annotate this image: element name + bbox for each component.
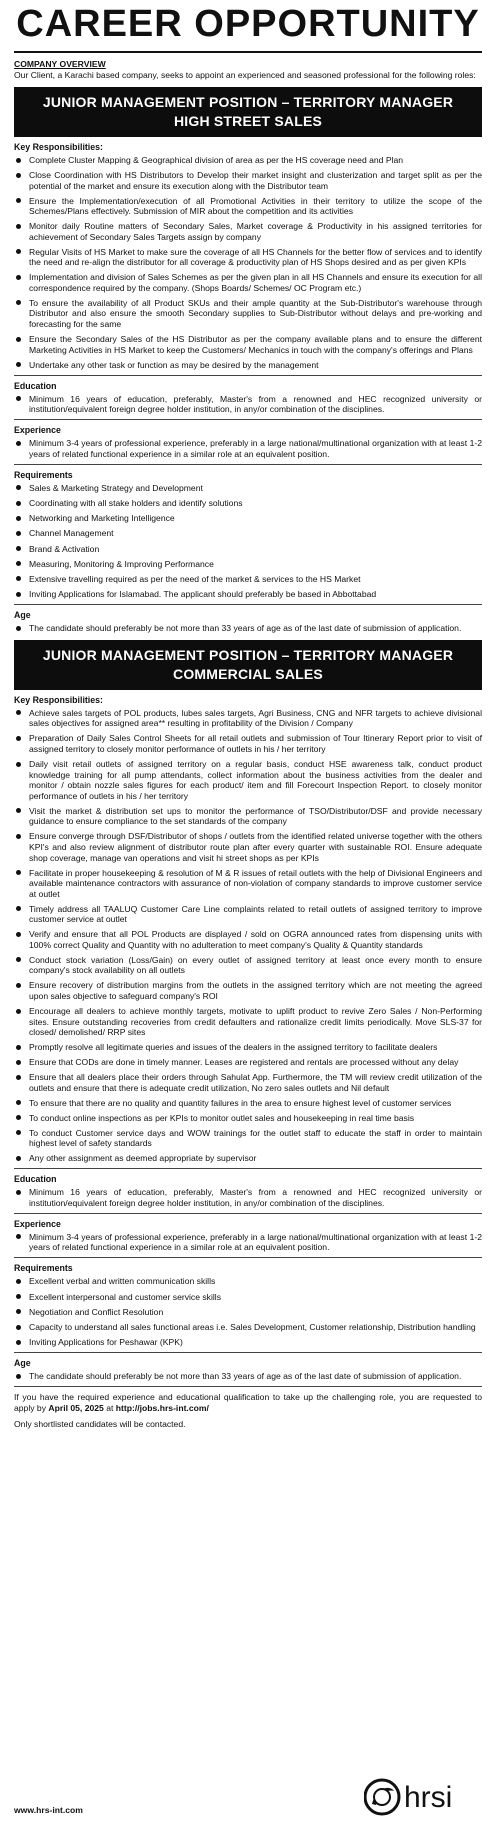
position-section: [14, 640, 482, 1387]
list-item: Ensure that all dealers place their orders through Sahulat App. Furthermore, the TM will review credit utilization of the outlets and ensure that there is adequate credit utilization, No zero sales outlets and Nil default: [14, 1072, 482, 1093]
list-item: Undertake any other task or function as may be desired by the management: [14, 360, 482, 371]
requirements-list: [14, 483, 482, 600]
list-item: Any other assignment as deemed appropriate by supervisor: [14, 1153, 482, 1164]
closing-paragraph: [14, 1392, 482, 1414]
position-title: JUNIOR MANAGEMENT POSITION – TERRITORY MANAGER HIGH STREET SALES: [14, 87, 482, 137]
section-divider: [14, 419, 482, 420]
list-item: Negotiation and Conflict Resolution: [14, 1307, 482, 1318]
age-list: [14, 1371, 482, 1382]
list-item: Sales & Marketing Strategy and Development: [14, 483, 482, 494]
logo-text: hrsi: [404, 1781, 453, 1814]
list-item: Minimum 3-4 years of professional experience, preferably in a large national/multinational organization with at least 1-2 years of related functional experience in a similar role at an equivalent position.: [14, 438, 482, 459]
experience-heading: Experience: [14, 425, 61, 436]
list-item: Inviting Applications for Peshawar (KPK): [14, 1337, 482, 1348]
list-item: The candidate should preferably be not more than 33 years of age as of the last date of submission of application.: [14, 623, 482, 634]
apply-link[interactable]: http://jobs.hrs-int.com/: [115, 1403, 209, 1414]
list-item: Excellent interpersonal and customer service skills: [14, 1292, 482, 1303]
section-divider: [14, 1168, 482, 1169]
banner-divider: [14, 51, 482, 53]
website-link[interactable]: www.hrs-int.com: [14, 1805, 83, 1815]
list-item: Visit the market & distribution set ups to monitor the performance of TSO/Distributor/DSF and provide necessary guidance to ensure compliance to the set standards of the company: [14, 806, 482, 827]
responsibilities-list: [14, 155, 482, 370]
list-item: Networking and Marketing Intelligence: [14, 513, 482, 524]
position-title: JUNIOR MANAGEMENT POSITION – TERRITORY MANAGER COMMERCIAL SALES: [14, 640, 482, 690]
list-item: Channel Management: [14, 528, 482, 539]
overview-text: Our Client, a Karachi based company, seeks to appoint an experienced and seasoned professional for the following roles:: [14, 70, 476, 80]
list-item: To conduct online inspections as per KPIs to monitor outlet sales and housekeeping in real time basis: [14, 1113, 482, 1124]
list-item: To conduct Customer service days and WOW trainings for the outlet staff to educate the staff in order to maintain highest level of safety standards: [14, 1128, 482, 1149]
list-item: Achieve sales targets of POL products, lubes sales targets, Agri Business, CNG and NFR targets to achieve divisional sales objectives for assigned area** resulting in profitability of the Division / Company: [14, 708, 482, 729]
list-item: Encourage all dealers to achieve monthly targets, motivate to uplift product to revive Zero Sales / Non-Performing sites. Ensure outstanding recoveries from credit defaulters and rationalize credit limits periodically. Move SLS-37 for closed/ demolished/ RRP sites: [14, 1006, 482, 1038]
responsibilities-heading: Key Responsibilities:: [14, 694, 103, 705]
closing-text-1: If you have the required experience and educational qualification to take up the challenging role, you are requested to apply by: [14, 1392, 482, 1414]
positions-container: [14, 87, 482, 1387]
list-item: Excellent verbal and written communication skills: [14, 1276, 482, 1287]
closing-text-2: at: [103, 1403, 116, 1414]
responsibilities-list: [14, 708, 482, 1164]
list-item: Regular Visits of HS Market to make sure the coverage of all HS Channels for the better flow of services and to identify the need and re-align the distributor for all coverage & productivity plan of HS Shops desired and as per given KPIs: [14, 247, 482, 268]
list-item: Inviting Applications for Islamabad. The applicant should preferably be based in Abbottabad: [14, 589, 482, 600]
list-item: Conduct stock variation (Loss/Gain) on every outlet of assigned territory at least once every month to ensure company's stock availability on all outlets: [14, 955, 482, 976]
list-item: Ensure the Implementation/execution of all Promotional Activities in their territory to utilize the scope of the Schemes/Plans effectively. Submission of MIR about the competition and its activities: [14, 196, 482, 217]
list-item: Minimum 16 years of education, preferably, Master's from a renowned and HEC recognized university or institution/equivalent foreign degree holder institution, in any/or combination of the disciplines.: [14, 1187, 482, 1208]
section-divider: [14, 1257, 482, 1258]
experience-heading: Experience: [14, 1218, 61, 1229]
requirements-heading: Requirements: [14, 469, 73, 480]
age-heading: Age: [14, 610, 31, 621]
hrsi-logo: [364, 1777, 482, 1817]
list-item: Ensure recovery of distribution margins from the outlets in the assigned territory which are not meeting the agreed upon sales objective to safeguard company's ROI: [14, 980, 482, 1001]
section-divider: [14, 1352, 482, 1353]
job-advertisement: [0, 2, 498, 1825]
education-heading: Education: [14, 380, 57, 391]
experience-list: [14, 438, 482, 459]
list-item: Measuring, Monitoring & Improving Performance: [14, 559, 482, 570]
section-divider: [14, 604, 482, 605]
section-divider: [14, 464, 482, 465]
banner-title: CAREER OPPORTUNITY: [16, 3, 480, 45]
list-item: Verify and ensure that all POL Products are displayed / sold on OGRA announced rates from dispensing units with 100% correct Quality and Quantity with no adulteration to meet company's Quality & Quantity standards: [14, 929, 482, 950]
overview-heading: COMPANY OVERVIEW: [14, 59, 106, 69]
list-item: Coordinating with all stake holders and identify solutions: [14, 498, 482, 509]
list-item: Minimum 3-4 years of professional experience, preferably in a large national/multinational organization with at least 1-2 years of related functional experience in a similar role at an equivalent position.: [14, 1232, 482, 1253]
section-divider: [14, 1386, 482, 1387]
closing-deadline: April 05, 2025: [48, 1403, 104, 1414]
experience-list: [14, 1232, 482, 1253]
list-item: Promptly resolve all legitimate queries and issues of the dealers in the assigned territory to facilitate dealers: [14, 1042, 482, 1053]
list-item: Monitor daily Routine matters of Secondary Sales, Market coverage & Productivity in his assigned territories for achievement of Secondary Sales Targets assign by company: [14, 221, 482, 242]
education-list: [14, 1187, 482, 1208]
requirements-heading: Requirements: [14, 1263, 73, 1274]
section-divider: [14, 1213, 482, 1214]
shortlist-note: Only shortlisted candidates will be contacted.: [14, 1419, 186, 1430]
list-item: To ensure the availability of all Product SKUs and their ample quantity at the Sub-Distributor's warehouse through Distributor and also ensure the smooth Secondary supplies to Sub-Distributor without delays and pre-working and forecasting for the same: [14, 298, 482, 330]
list-item: Timely address all TAALUQ Customer Care Line complaints related to retail outlets of assigned territory to improve customer service at outlet: [14, 904, 482, 925]
education-heading: Education: [14, 1174, 57, 1185]
list-item: Ensure that CODs are done in timely manner. Leases are registered and rentals are processed without any delay: [14, 1057, 482, 1068]
requirements-list: [14, 1276, 482, 1347]
education-list: [14, 394, 482, 415]
list-item: Extensive travelling required as per the need of the market & services to the HS Market: [14, 574, 482, 585]
age-list: [14, 623, 482, 634]
list-item: Brand & Activation: [14, 544, 482, 555]
position-section: [14, 87, 482, 634]
section-divider: [14, 375, 482, 376]
list-item: Facilitate in proper housekeeping & resolution of M & R issues of retail outlets with the help of Divisional Engineers and available maintenance contractors with assurance of non-violation of company standards to improve customer service at outlet: [14, 868, 482, 900]
list-item: Implementation and division of Sales Schemes as per the given plan in all HS Channels and ensure its execution for all correspondence required by the company. (Shops Boards/ Schemes/ OC Program etc.): [14, 272, 482, 293]
list-item: Ensure the Secondary Sales of the HS Distributor as per the company available plans and to ensure the different Marketing Activities in HS Market to keep the Customers/ Mechanics in touch with the company's offerings and Plans: [14, 334, 482, 355]
list-item: To ensure that there are no quality and quantity failures in the area to ensure highest level of customer services: [14, 1098, 482, 1109]
list-item: Capacity to understand all sales functional areas i.e. Sales Development, Customer relationship, Distribution handling: [14, 1322, 482, 1333]
list-item: Ensure converge through DSF/Distributor of shops / outlets from the identified related universe together with the others KPI's and also review alignment of distributor route plan after every quarter with sustainable ROI. Ensure adequate shop coverage, manage van operations and visit hi street shops as per KPIs: [14, 831, 482, 863]
age-heading: Age: [14, 1358, 31, 1369]
list-item: Close Coordination with HS Distributors to Develop their market insight and clusterization and target split as per the potential of the market and ensure its execution along with the Distributor team: [14, 170, 482, 191]
list-item: The candidate should preferably be not more than 33 years of age as of the last date of submission of application.: [14, 1371, 482, 1382]
responsibilities-heading: Key Responsibilities:: [14, 142, 103, 152]
footer: [14, 1777, 482, 1817]
list-item: Complete Cluster Mapping & Geographical division of area as per the HS coverage need and Plan: [14, 155, 482, 166]
list-item: Minimum 16 years of education, preferably, Master's from a renowned and HEC recognized university or institution/equivalent foreign degree holder institution, in any/or combination of the disciplines.: [14, 394, 482, 415]
list-item: Preparation of Daily Sales Control Sheets for all retail outlets and submission of Tour Itinerary Report prior to visit of assigned territory to closely monitor performance of outlets in his / her territory: [14, 733, 482, 754]
list-item: Daily visit retail outlets of assigned territory on a regular basis, conduct HSE awareness talk, conduct product knowledge training for all pump attendants, collect information about the business activities from the dealer and monitor / obtain nozzle sales figures for each product/ item and fill Forecourt Inspection Report. to closely monitor performance of outlets in his / her territory: [14, 759, 482, 801]
